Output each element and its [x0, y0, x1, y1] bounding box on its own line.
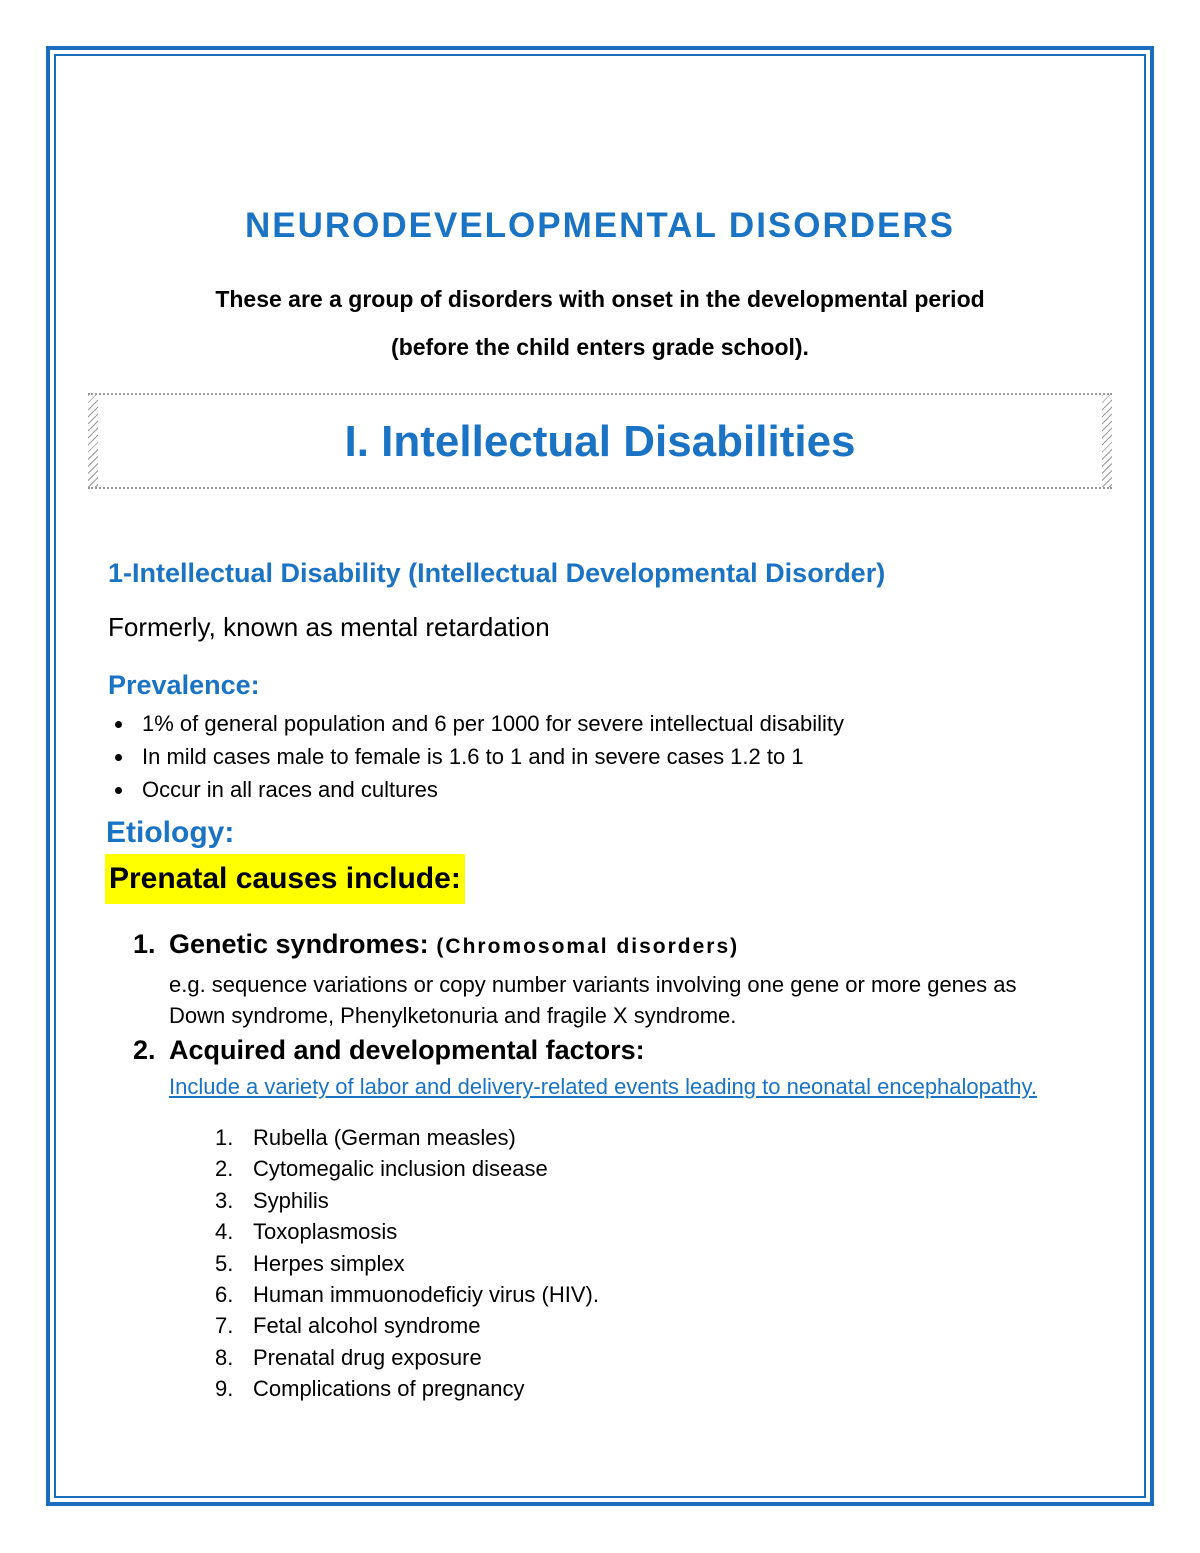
list-item: In mild cases male to female is 1.6 to 1 and in severe cases 1.2 to 1 [112, 740, 844, 773]
list-item: 3. Syphilis [215, 1187, 329, 1213]
genetic-line-1: e.g. sequence variations or copy number variants involving one gene or more genes as [169, 972, 1017, 997]
list-item: 9. Complications of pregnancy [215, 1376, 525, 1402]
acquired-link[interactable]: Include a variety of labor and delivery-related events leading to neonatal encephalopathy. [169, 1074, 1037, 1099]
item-number: 1. [133, 929, 156, 959]
prenatal-heading: Prenatal causes include: [105, 854, 465, 904]
formerly-text: Formerly, known as mental retardation [108, 612, 550, 642]
item-number: 2. [133, 1035, 156, 1065]
genetic-paren: (Chromosomal disorders) [428, 935, 740, 958]
intro-line-2: (before the child enters grade school). [391, 334, 809, 360]
list-item: 7. Fetal alcohol syndrome [215, 1313, 481, 1339]
etiology-heading: Etiology: [106, 816, 235, 849]
list-item: 6. Human immuonodeficiy virus (HIV). [215, 1281, 599, 1307]
intro-line-1: These are a group of disorders with onset in the developmental period [215, 286, 985, 312]
genetic-title: Genetic syndromes: [169, 929, 429, 959]
section-title-box [88, 393, 1112, 489]
list-item: 1% of general population and 6 per 1000 for severe intellectual disability [112, 707, 844, 740]
prenatal-causes-list [215, 1122, 599, 1405]
genetic-description [169, 969, 1017, 1031]
list-item: Occur in all races and cultures [112, 773, 844, 806]
acquired-title: Acquired and developmental factors: [169, 1035, 645, 1065]
list-item: 5. Herpes simplex [215, 1250, 405, 1276]
genetic-line-2: Down syndrome, Phenylketonuria and fragile X syndrome. [169, 1003, 737, 1028]
genetic-syndromes-heading [133, 929, 739, 960]
prevalence-list [112, 707, 844, 806]
list-item: 4. Toxoplasmosis [215, 1219, 398, 1245]
prevalence-heading: Prevalence: [108, 670, 260, 700]
document-title: NEURODEVELOPMENTAL DISORDERS [244, 206, 956, 245]
subsection-title: 1-Intellectual Disability (Intellectual Developmental Disorder) [108, 558, 886, 588]
list-item: 2. Cytomegalic inclusion disease [215, 1156, 548, 1182]
list-item: 8. Prenatal drug exposure [215, 1344, 482, 1370]
acquired-factors-heading [133, 1035, 645, 1066]
section-title: I. Intellectual Disabilities [344, 417, 856, 466]
list-item: 1. Rubella (German measles) [215, 1125, 516, 1150]
